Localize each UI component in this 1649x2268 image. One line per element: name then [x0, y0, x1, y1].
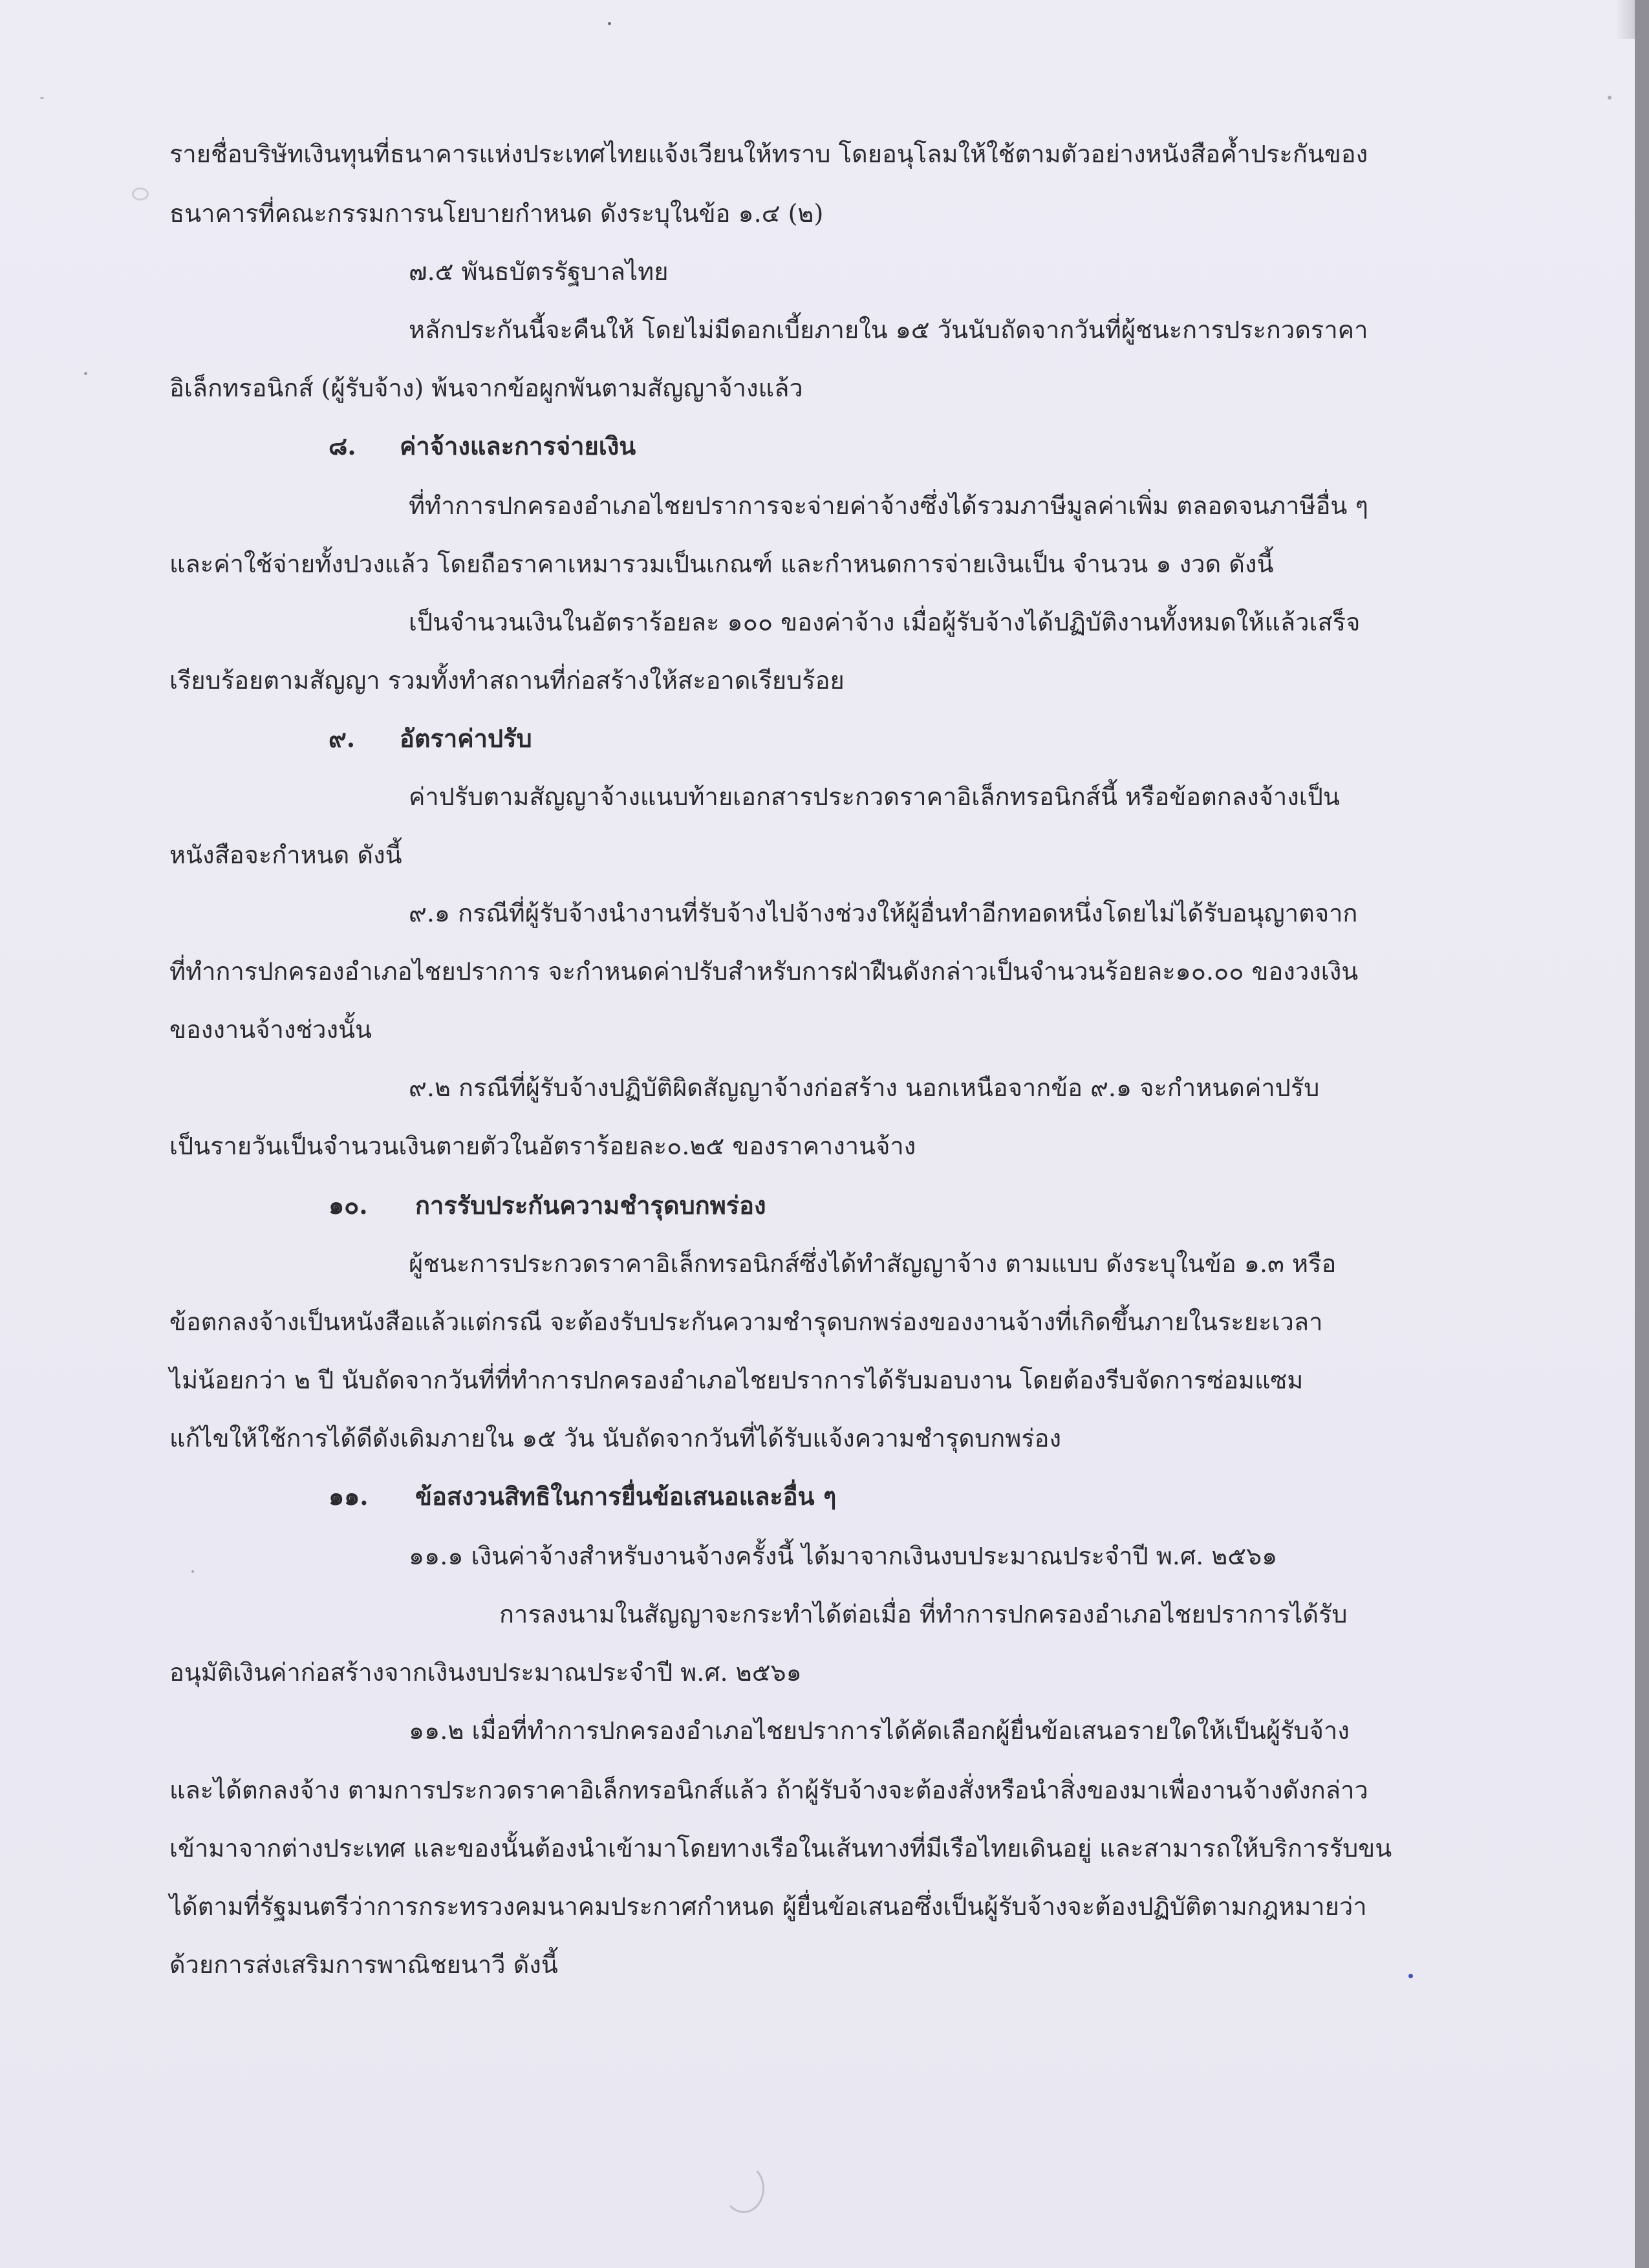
scan-speck [608, 22, 611, 25]
text-line-4: หลักประกันนี้จะคืนให้ โดยไม่มีดอกเบี้ยภายใน ๑๕ วันนับถัดจากวันที่ผู้ชนะการประกวดราคา [409, 316, 1368, 344]
text-line-16: ของงานจ้างช่วงนั้น [169, 1015, 372, 1044]
scan-scuff-mark [132, 188, 149, 200]
section-9-heading: อัตราค่าปรับ [400, 724, 532, 753]
section-9-number: ๙. [329, 724, 356, 753]
section-11-number: ๑๑. [329, 1482, 369, 1511]
text-line-17: ๙.๒ กรณีที่ผู้รับจ้างปฏิบัติผิดสัญญาจ้างก่อสร้าง นอกเหนือจากข้อ ๙.๑ จะกำหนดค่าปรับ [409, 1074, 1320, 1102]
text-line-20: ผู้ชนะการประกวดราคาอิเล็กทรอนิกส์ซึ่งได้ทำสัญญาจ้าง ตามแบบ ดังระบุในข้อ ๑.๓ หรือ [409, 1249, 1337, 1278]
text-line-5: อิเล็กทรอนิกส์ (ผู้รับจ้าง) พ้นจากข้อผูกพันตามสัญญาจ้างแล้ว [169, 374, 803, 402]
text-line-9: เป็นจำนวนเงินในอัตราร้อยละ ๑๐๐ ของค่าจ้าง เมื่อผู้รับจ้างได้ปฏิบัติงานทั้งหมดให้แล้วเสร็จ [409, 608, 1361, 636]
section-10-heading: การรับประกันความชำรุดบกพร่อง [415, 1191, 766, 1220]
text-line-12: ค่าปรับตามสัญญาจ้างแนบท้ายเอกสารประกวดราคาอิเล็กทรอนิกส์นี้ หรือข้อตกลงจ้างเป็น [409, 783, 1340, 811]
scan-speck [191, 1570, 194, 1573]
text-line-31: ได้ตามที่รัฐมนตรีว่าการกระทรวงคมนาคมประกาศกำหนด ผู้ยื่นข้อเสนอซึ่งเป็นผู้รับจ้างจะต้องปฏิบัติตามกฎหมายว่า [169, 1892, 1367, 1921]
text-line-8: และค่าใช้จ่ายทั้งปวงแล้ว โดยถือราคาเหมารวมเป็นเกณฑ์ และกำหนดการจ่ายเงินเป็น จำนวน ๑ งวด ดังนี้ [169, 550, 1274, 578]
text-line-10: เรียบร้อยตามสัญญา รวมทั้งทำสถานที่ก่อสร้างให้สะอาดเรียบร้อย [169, 666, 845, 695]
section-10-number: ๑๐. [329, 1191, 368, 1220]
text-line-26: การลงนามในสัญญาจะกระทำได้ต่อเมื่อ ที่ทำการปกครองอำเภอไชยปราการได้รับ [499, 1600, 1348, 1628]
text-line-2: ธนาคารที่คณะกรรมการนโยบายกำหนด ดังระบุในข้อ ๑.๔ (๒) [169, 199, 824, 228]
text-line-27: อนุมัติเงินค่าก่อสร้างจากเงินงบประมาณประจำปี พ.ศ. ๒๕๖๑ [169, 1658, 802, 1687]
scan-edge-shadow [1635, 0, 1649, 2268]
text-line-1: รายชื่อบริษัทเงินทุนที่ธนาคารแห่งประเทศไทยแจ้งเวียนให้ทราบ โดยอนุโลมให้ใช้ตามตัวอย่างหนังสือค้ำประกันของ [169, 140, 1368, 168]
text-line-7: ที่ทำการปกครองอำเภอไชยปราการจะจ่ายค่าจ้างซึ่งได้รวมภาษีมูลค่าเพิ่ม ตลอดจนภาษีอื่น ๆ [409, 491, 1368, 520]
text-line-30: เข้ามาจากต่างประเทศ และของนั้นต้องนำเข้ามาโดยทางเรือในเส้นทางที่มีเรือไทยเดินอยู่ และสามารถให้บริการรับขน [169, 1834, 1392, 1863]
text-line-18: เป็นรายวันเป็นจำนวนเงินตายตัวในอัตราร้อยละ๐.๒๕ ของราคางานจ้าง [169, 1132, 916, 1160]
text-line-21: ข้อตกลงจ้างเป็นหนังสือแล้วแต่กรณี จะต้องรับประกันความชำรุดบกพร่องของงานจ้างที่เกิดขึ้นภายในระยะเวลา [169, 1308, 1323, 1336]
scan-speck [84, 372, 87, 375]
section-8-number: ๘. [329, 431, 356, 460]
text-line-14: ๙.๑ กรณีที่ผู้รับจ้างนำงานที่รับจ้างไปจ้างช่วงให้ผู้อื่นทำอีกทอดหนึ่งโดยไม่ได้รับอนุญาตจาก [409, 899, 1358, 927]
text-line-15: ที่ทำการปกครองอำเภอไชยปราการ จะกำหนดค่าปรับสำหรับการฝ่าฝืนดังกล่าวเป็นจำนวนร้อยละ๑๐.๐๐ ของวงเงิน [169, 957, 1359, 986]
section-8-heading: ค่าจ้างและการจ่ายเงิน [400, 431, 636, 460]
text-line-23: แก้ไขให้ใช้การได้ดีดังเดิมภายใน ๑๕ วัน นับถัดจากวันที่ได้รับแจ้งความชำรุดบกพร่อง [169, 1424, 1062, 1453]
text-line-29: และได้ตกลงจ้าง ตามการประกวดราคาอิเล็กทรอนิกส์แล้ว ถ้าผู้รับจ้างจะต้องสั่งหรือนำสิ่งของมาเพื่องานจ้างดังกล่าว [169, 1776, 1368, 1804]
scan-speck [40, 97, 44, 99]
text-line-25: ๑๑.๑ เงินค่าจ้างสำหรับงานจ้างครั้งนี้ ได้มาจากเงินงบประมาณประจำปี พ.ศ. ๒๕๖๑ [409, 1542, 1278, 1570]
text-line-22: ไม่น้อยกว่า ๒ ปี นับถัดจากวันที่ที่ทำการปกครองอำเภอไชยปราการได้รับมอบงาน โดยต้องรีบจัดการซ่อมแซม [169, 1366, 1304, 1394]
scan-scuff-mark [723, 2164, 764, 2213]
scan-edge-corner [1615, 0, 1635, 39]
ink-dot [1408, 1974, 1413, 1978]
text-line-32: ด้วยการส่งเสริมการพาณิชยนาวี ดังนี้ [169, 1950, 558, 1979]
section-11-heading: ข้อสงวนสิทธิในการยื่นข้อเสนอและอื่น ๆ [415, 1482, 837, 1511]
text-line-3: ๗.๕ พันธบัตรรัฐบาลไทย [409, 257, 669, 286]
scan-speck [1608, 96, 1611, 100]
text-line-28: ๑๑.๒ เมื่อที่ทำการปกครองอำเภอไชยปราการได้คัดเลือกผู้ยื่นข้อเสนอรายใดให้เป็นผู้รับจ้าง [409, 1716, 1350, 1745]
text-line-13: หนังสือจะกำหนด ดังนี้ [169, 841, 402, 869]
